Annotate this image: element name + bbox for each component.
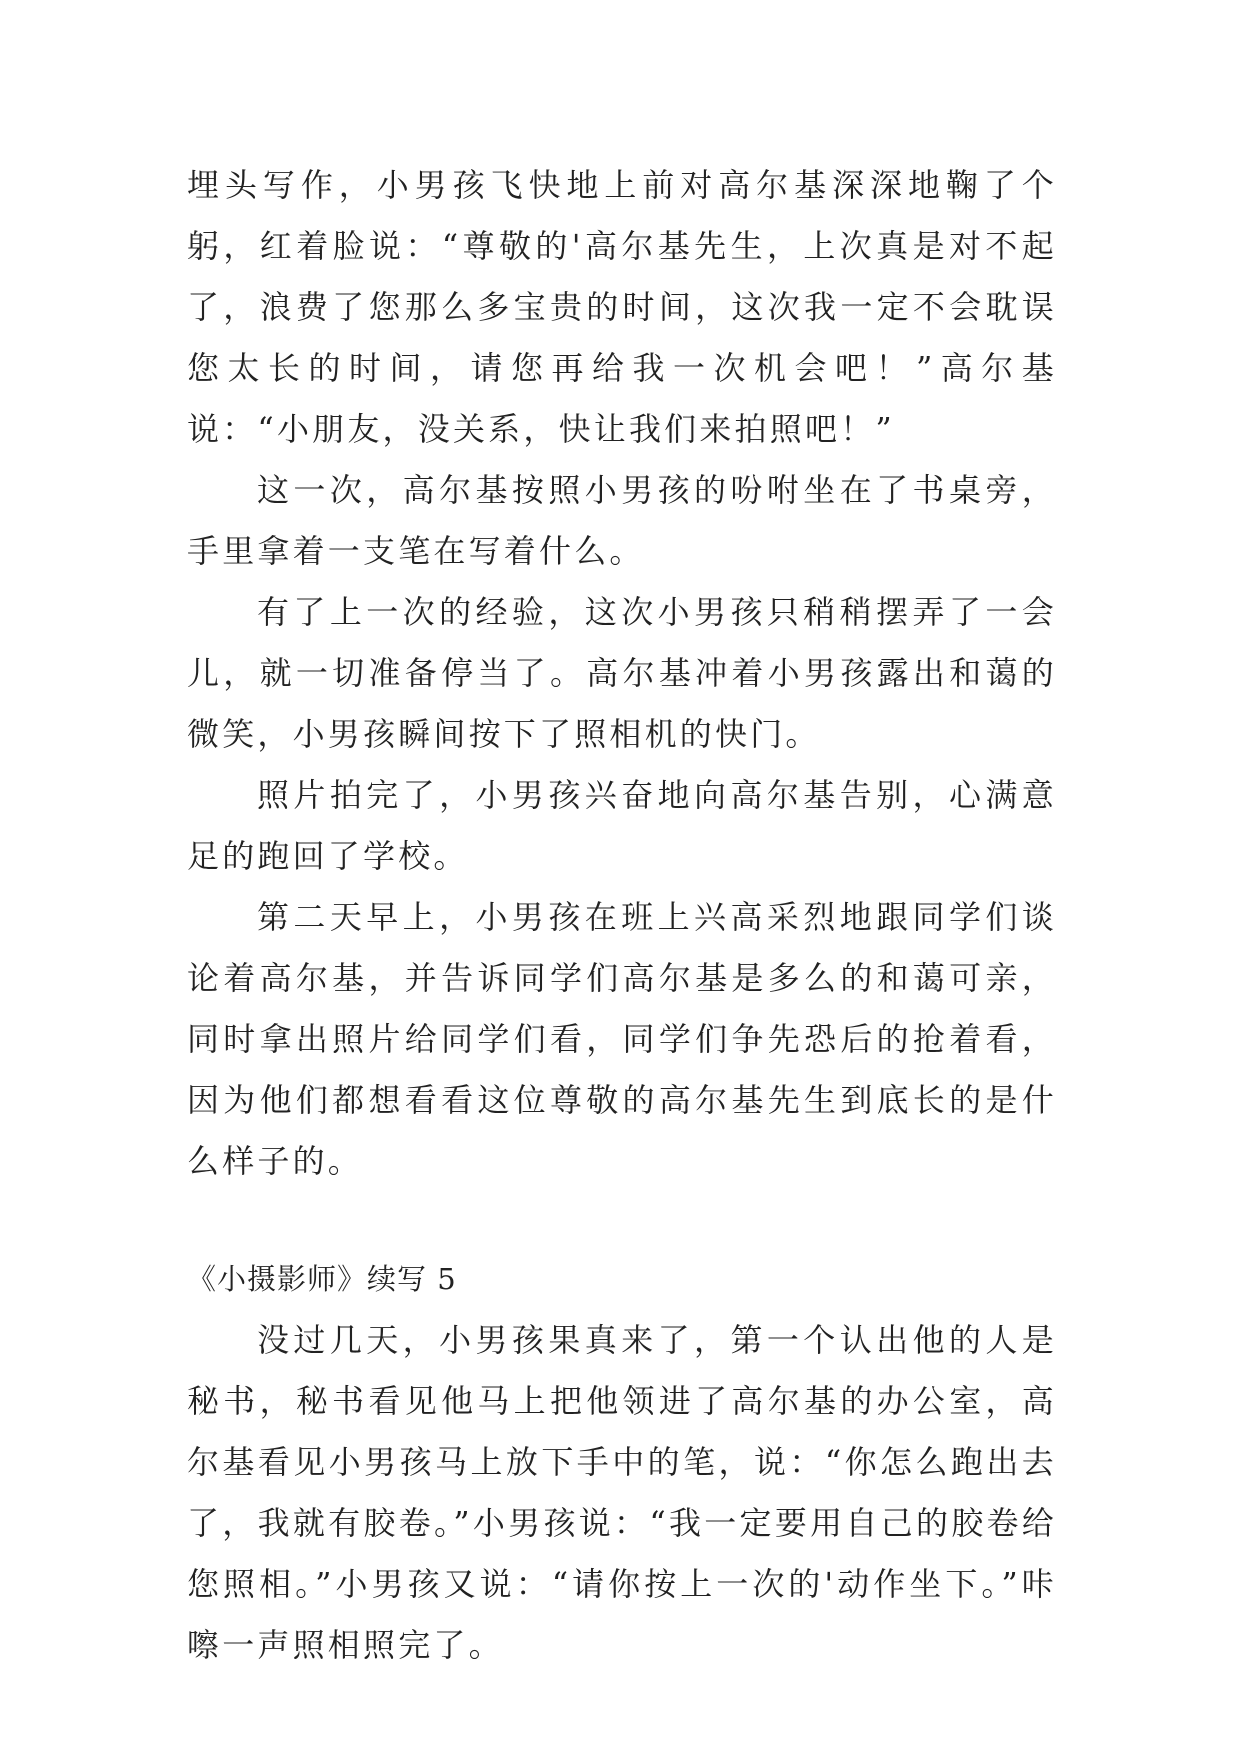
section-title: 《小摄影师》续写 5	[187, 1262, 457, 1296]
paragraph: 这一次，高尔基按照小男孩的吩咐坐在了书桌旁，手里拿着一支笔在写着什么。	[187, 471, 1057, 570]
paragraph: 第二天早上，小男孩在班上兴高采烈地跟同学们谈论着高尔基，并告诉同学们高尔基是多么的和蔼可亲，同时拿出照片给同学们看，同学们争先恐后的抢着看，因为他们都想看看这位尊敬的高尔基先生到底长的是什么样子的。	[187, 898, 1057, 1180]
paragraph: 没过几天，小男孩果真来了，第一个认出他的人是秘书，秘书看见他马上把他领进了高尔基的办公室，高尔基看见小男孩马上放下手中的笔，说：“你怎么跑出去了，我就有胶卷。”小男孩说：“我一定要用自己的胶卷给您照相。”小男孩又说：“请你按上一次的'动作坐下。”咔嚓一声照相照完了。	[187, 1321, 1057, 1664]
paragraph: 有了上一次的经验，这次小男孩只稍稍摆弄了一会儿，就一切准备停当了。高尔基冲着小男孩露出和蔼的微笑，小男孩瞬间按下了照相机的快门。	[187, 593, 1057, 753]
paragraph: 埋头写作，小男孩飞快地上前对高尔基深深地鞠了个躬，红着脸说：“尊敬的'高尔基先生，上次真是对不起了，浪费了您那么多宝贵的时间，这次我一定不会耽误您太长的时间，请您再给我一次机会吧！”高尔基说：“小朋友，没关系，快让我们来拍照吧！”	[187, 166, 1057, 448]
paragraph: 照片拍完了，小男孩兴奋地向高尔基告别，心满意足的跑回了学校。	[187, 776, 1057, 875]
document-body	[187, 155, 1057, 1676]
